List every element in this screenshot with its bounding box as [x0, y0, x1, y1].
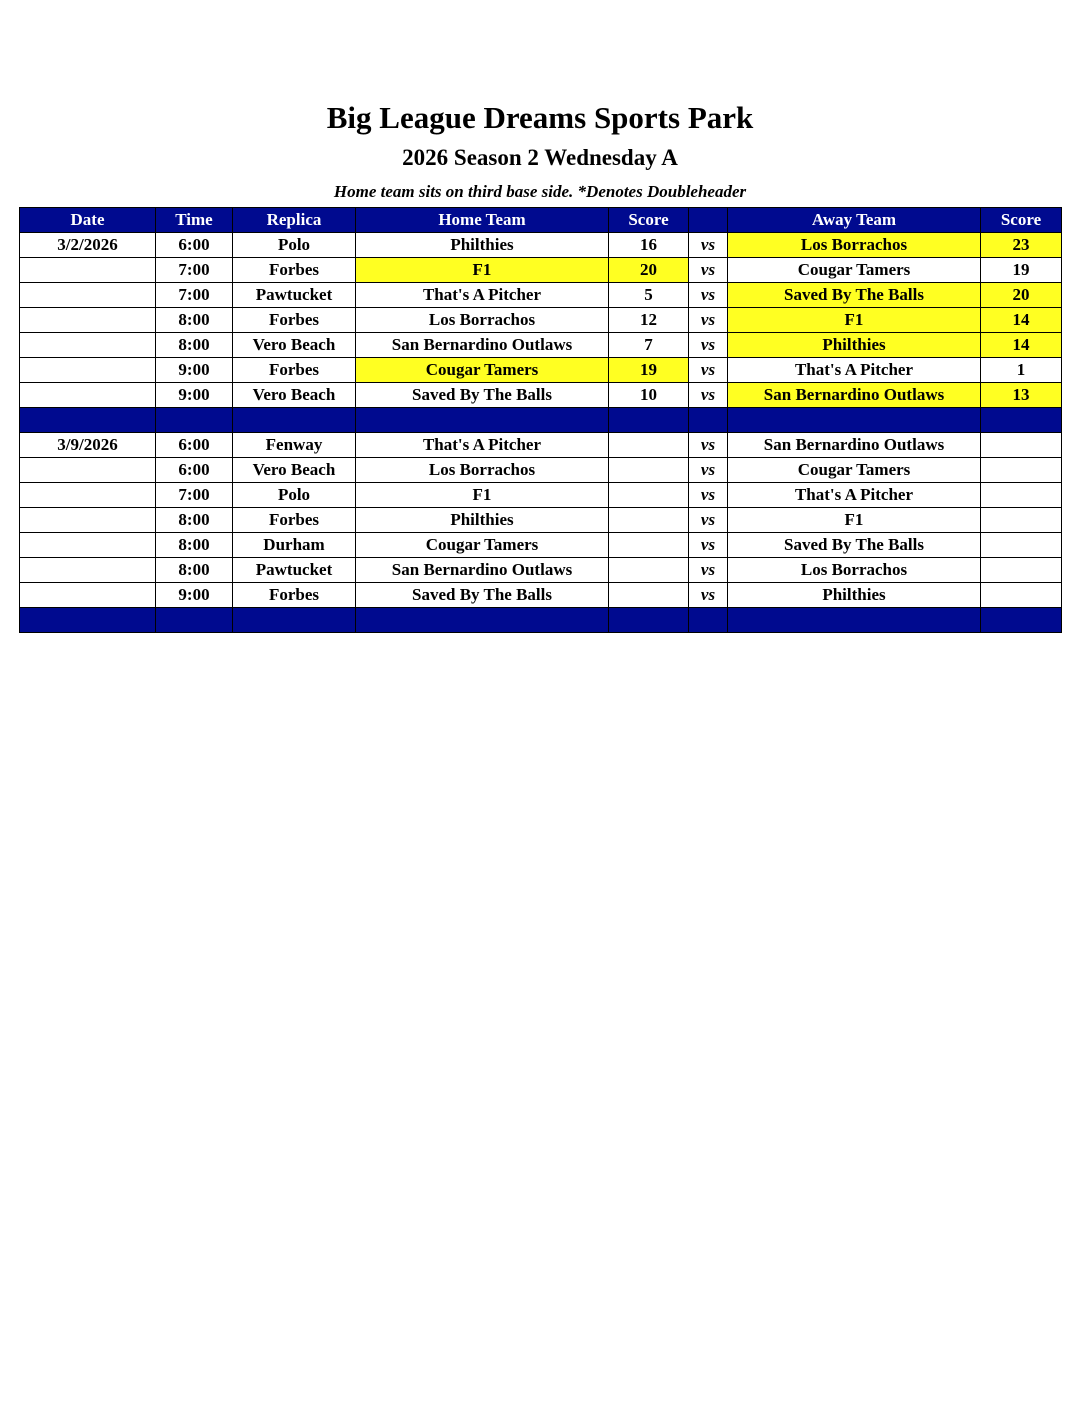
separator-cell [609, 608, 689, 633]
game-date: 3/2/2026 [20, 233, 156, 258]
home-score [609, 458, 689, 483]
game-time: 6:00 [156, 458, 233, 483]
game-replica: Forbes [233, 358, 356, 383]
separator-cell [689, 608, 728, 633]
away-team: Saved By The Balls [728, 533, 981, 558]
away-team: Cougar Tamers [728, 458, 981, 483]
game-replica: Durham [233, 533, 356, 558]
separator-cell [689, 408, 728, 433]
separator-cell [20, 608, 156, 633]
separator-cell [233, 608, 356, 633]
table-row [20, 258, 1062, 283]
vs-label: vs [689, 283, 728, 308]
game-date [20, 533, 156, 558]
home-score [609, 533, 689, 558]
away-score [981, 508, 1062, 533]
away-team: F1 [728, 308, 981, 333]
away-team: That's A Pitcher [728, 358, 981, 383]
game-time: 9:00 [156, 383, 233, 408]
game-replica: Pawtucket [233, 558, 356, 583]
away-team: That's A Pitcher [728, 483, 981, 508]
game-replica: Polo [233, 483, 356, 508]
separator-cell [233, 408, 356, 433]
vs-label: vs [689, 258, 728, 283]
game-replica: Forbes [233, 508, 356, 533]
home-team: San Bernardino Outlaws [356, 333, 609, 358]
vs-label: vs [689, 458, 728, 483]
home-team: Saved By The Balls [356, 383, 609, 408]
away-score [981, 533, 1062, 558]
away-team: San Bernardino Outlaws [728, 433, 981, 458]
away-score: 14 [981, 308, 1062, 333]
game-date [20, 308, 156, 333]
game-time: 8:00 [156, 333, 233, 358]
column-header-away-team: Away Team [728, 208, 981, 233]
game-time: 8:00 [156, 558, 233, 583]
column-header-vs [689, 208, 728, 233]
home-team: Saved By The Balls [356, 583, 609, 608]
separator-cell [609, 408, 689, 433]
home-team: Los Borrachos [356, 458, 609, 483]
game-date: 3/9/2026 [20, 433, 156, 458]
schedule-table [19, 207, 1062, 633]
table-row [20, 233, 1062, 258]
away-score: 1 [981, 358, 1062, 383]
vs-label: vs [689, 583, 728, 608]
column-header-replica: Replica [233, 208, 356, 233]
game-replica: Pawtucket [233, 283, 356, 308]
page-title: Big League Dreams Sports Park [326, 100, 754, 135]
away-team: Los Borrachos [728, 233, 981, 258]
separator-cell [728, 408, 981, 433]
table-row [20, 333, 1062, 358]
game-time: 7:00 [156, 483, 233, 508]
game-date [20, 358, 156, 383]
game-time: 9:00 [156, 583, 233, 608]
table-row [20, 358, 1062, 383]
game-time: 8:00 [156, 508, 233, 533]
column-header-away-score: Score [981, 208, 1062, 233]
week-separator-row [20, 608, 1062, 633]
game-replica: Forbes [233, 258, 356, 283]
separator-cell [356, 408, 609, 433]
away-score: 23 [981, 233, 1062, 258]
table-row [20, 308, 1062, 333]
away-team: Cougar Tamers [728, 258, 981, 283]
table-row [20, 283, 1062, 308]
home-team: That's A Pitcher [356, 283, 609, 308]
table-row [20, 433, 1062, 458]
home-team: Cougar Tamers [356, 358, 609, 383]
home-team: Los Borrachos [356, 308, 609, 333]
away-score: 19 [981, 258, 1062, 283]
home-team: Philthies [356, 233, 609, 258]
game-replica: Vero Beach [233, 333, 356, 358]
away-score [981, 558, 1062, 583]
game-time: 8:00 [156, 533, 233, 558]
separator-cell [156, 608, 233, 633]
game-time: 7:00 [156, 258, 233, 283]
separator-cell [728, 608, 981, 633]
table-row [20, 508, 1062, 533]
game-date [20, 258, 156, 283]
game-time: 6:00 [156, 233, 233, 258]
header-row [20, 208, 1062, 233]
game-replica: Vero Beach [233, 383, 356, 408]
column-header-home-team: Home Team [356, 208, 609, 233]
vs-label: vs [689, 383, 728, 408]
game-replica: Forbes [233, 583, 356, 608]
vs-label: vs [689, 433, 728, 458]
vs-label: vs [689, 358, 728, 383]
home-score [609, 483, 689, 508]
game-replica: Vero Beach [233, 458, 356, 483]
game-date [20, 283, 156, 308]
away-team: Saved By The Balls [728, 283, 981, 308]
game-time: 6:00 [156, 433, 233, 458]
away-score [981, 583, 1062, 608]
column-header-date: Date [20, 208, 156, 233]
game-replica: Fenway [233, 433, 356, 458]
game-date [20, 483, 156, 508]
away-score [981, 433, 1062, 458]
away-team: San Bernardino Outlaws [728, 383, 981, 408]
home-team: San Bernardino Outlaws [356, 558, 609, 583]
home-score [609, 433, 689, 458]
vs-label: vs [689, 483, 728, 508]
table-row [20, 533, 1062, 558]
game-time: 9:00 [156, 358, 233, 383]
game-date [20, 333, 156, 358]
separator-cell [981, 608, 1062, 633]
vs-label: vs [689, 508, 728, 533]
table-row [20, 458, 1062, 483]
away-team: Philthies [728, 333, 981, 358]
game-replica: Polo [233, 233, 356, 258]
home-team: Cougar Tamers [356, 533, 609, 558]
away-score: 20 [981, 283, 1062, 308]
table-row [20, 558, 1062, 583]
home-score: 19 [609, 358, 689, 383]
away-score: 13 [981, 383, 1062, 408]
schedule-body [20, 233, 1062, 633]
table-row [20, 583, 1062, 608]
home-score: 20 [609, 258, 689, 283]
game-date [20, 508, 156, 533]
separator-cell [156, 408, 233, 433]
home-team: That's A Pitcher [356, 433, 609, 458]
vs-label: vs [689, 308, 728, 333]
away-score: 14 [981, 333, 1062, 358]
home-score [609, 508, 689, 533]
game-time: 8:00 [156, 308, 233, 333]
home-team: F1 [356, 258, 609, 283]
home-score: 7 [609, 333, 689, 358]
table-row [20, 483, 1062, 508]
game-date [20, 383, 156, 408]
home-score: 16 [609, 233, 689, 258]
away-team: Philthies [728, 583, 981, 608]
away-team: Los Borrachos [728, 558, 981, 583]
home-score: 12 [609, 308, 689, 333]
separator-cell [20, 408, 156, 433]
vs-label: vs [689, 333, 728, 358]
game-date [20, 583, 156, 608]
home-score [609, 558, 689, 583]
home-score: 5 [609, 283, 689, 308]
week-separator-row [20, 408, 1062, 433]
game-date [20, 458, 156, 483]
home-team: Philthies [356, 508, 609, 533]
column-header-home-score: Score [609, 208, 689, 233]
schedule-note: Home team sits on third base side. *Denotes Doubleheader [333, 182, 747, 201]
vs-label: vs [689, 558, 728, 583]
home-team: F1 [356, 483, 609, 508]
separator-cell [356, 608, 609, 633]
game-time: 7:00 [156, 283, 233, 308]
game-date [20, 558, 156, 583]
vs-label: vs [689, 533, 728, 558]
vs-label: vs [689, 233, 728, 258]
separator-cell [981, 408, 1062, 433]
home-score: 10 [609, 383, 689, 408]
home-score [609, 583, 689, 608]
game-replica: Forbes [233, 308, 356, 333]
page-subtitle: 2026 Season 2 Wednesday A [402, 145, 678, 170]
table-row [20, 383, 1062, 408]
away-score [981, 458, 1062, 483]
column-header-time: Time [156, 208, 233, 233]
away-score [981, 483, 1062, 508]
away-team: F1 [728, 508, 981, 533]
